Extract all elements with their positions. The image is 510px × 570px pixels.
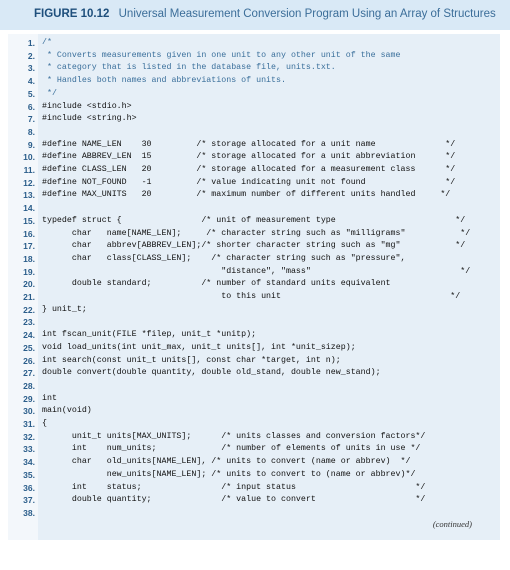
figure-title: Universal Measurement Conversion Program Using an Array of Structures xyxy=(118,8,496,20)
code-text: int fscan_unit(FILE *filep, unit_t *unitp); xyxy=(42,330,257,340)
line-number: 13. xyxy=(23,190,35,201)
line-number: 32. xyxy=(23,431,35,442)
line-number: 7. xyxy=(27,114,35,125)
code-text: #define NOT_FOUND -1 /* value indicating unit not found */ xyxy=(42,177,456,187)
line-number: 11. xyxy=(23,165,35,175)
line-number: 12. xyxy=(23,177,35,188)
code-text: double quantity; /* value to convert */ xyxy=(42,495,426,505)
code-text: char class[CLASS_LEN]; /* character string such as "pressure", xyxy=(42,253,406,263)
line-number: 4. xyxy=(27,76,35,87)
line-number: 29. xyxy=(23,393,35,404)
code-text: int status; /* input status */ xyxy=(42,482,426,492)
code-listing xyxy=(23,34,500,540)
line-number: 16. xyxy=(23,228,35,239)
code-text: #include <string.h> xyxy=(42,114,137,124)
line-number: 37. xyxy=(23,495,35,506)
code-text: new_units[NAME_LEN]; /* units to convert to (name or abbrev)*/ xyxy=(42,469,416,479)
line-number: 2. xyxy=(27,50,35,61)
line-number: 1. xyxy=(27,38,35,48)
line-number: 21. xyxy=(23,292,35,302)
code-text: char abbrev[ABBREV_LEN];/* shorter character string such as "mg" */ xyxy=(42,241,466,251)
code-text: #define NAME_LEN 30 /* storage allocated for a unit name */ xyxy=(42,139,456,149)
line-number: 38. xyxy=(23,507,35,518)
line-number: 35. xyxy=(23,469,35,480)
line-number: 34. xyxy=(23,457,35,468)
figure-label: FIGURE 10.12 xyxy=(34,8,110,20)
line-number: 31. xyxy=(23,419,35,429)
code-text: int xyxy=(42,393,57,403)
line-number: 5. xyxy=(27,88,35,99)
code-text: "distance", "mass" */ xyxy=(42,266,471,276)
code-text: #define MAX_UNITS 20 /* maximum number of different units handled */ xyxy=(42,190,451,200)
line-number: 6. xyxy=(27,101,35,112)
code-text: * Handles both names and abbreviations of units. xyxy=(42,76,286,86)
line-number: 3. xyxy=(27,63,35,74)
code-text: #define ABBREV_LEN 15 /* storage allocated for a unit abbreviation */ xyxy=(42,152,456,162)
line-number: 27. xyxy=(23,368,35,379)
code-text: int search(const unit_t units[], const char *target, int n); xyxy=(42,355,341,365)
code-text: to this unit */ xyxy=(42,292,461,301)
line-number: 33. xyxy=(23,444,35,455)
code-text: } unit_t; xyxy=(42,304,87,314)
line-number: 36. xyxy=(23,482,35,493)
code-text: { xyxy=(42,419,47,428)
line-number: 22. xyxy=(23,304,35,315)
line-number: 26. xyxy=(23,355,35,366)
code-text: int num_units; /* number of elements of units in use */ xyxy=(42,444,421,454)
continued-note: (continued) xyxy=(432,519,472,529)
line-number: 10. xyxy=(23,152,35,163)
line-number: 17. xyxy=(23,241,35,252)
code-text: typedef struct { /* unit of measurement type */ xyxy=(42,215,466,225)
line-number: 24. xyxy=(23,330,35,341)
line-number: 30. xyxy=(23,406,35,417)
line-number: 18. xyxy=(23,253,35,264)
line-number: 19. xyxy=(23,266,35,277)
line-number: 14. xyxy=(23,203,35,214)
line-number: 15. xyxy=(23,215,35,226)
line-number: 9. xyxy=(27,139,35,150)
line-number: 8. xyxy=(27,126,35,137)
code-text: #define CLASS_LEN 20 /* storage allocated for a measurement class */ xyxy=(42,165,456,174)
code-text: void load_units(int unit_max, unit_t units[], int *unit_sizep); xyxy=(42,342,356,352)
code-text: * Converts measurements given in one unit to any other unit of the same xyxy=(42,50,401,60)
code-text: char old_units[NAME_LEN], /* units to convert (name or abbrev) */ xyxy=(42,457,411,467)
code-text: main(void) xyxy=(42,406,92,416)
code-text: double standard; /* number of standard units equivalent xyxy=(42,279,391,289)
line-number: 20. xyxy=(23,279,35,290)
figure-header xyxy=(0,0,510,30)
line-number: 28. xyxy=(23,380,35,391)
line-number: 25. xyxy=(23,342,35,353)
code-text: double convert(double quantity, double old_stand, double new_stand); xyxy=(42,368,381,378)
line-number: 23. xyxy=(23,317,35,328)
code-text: */ xyxy=(42,88,57,98)
code-text: * category that is listed in the database file, units.txt. xyxy=(42,63,336,73)
figure-caption xyxy=(34,8,496,20)
code-text: /* xyxy=(42,38,52,47)
code-text: char name[NAME_LEN]; /* character string such as "milligrams" */ xyxy=(42,228,471,238)
code-text: unit_t units[MAX_UNITS]; /* units classes and conversion factors*/ xyxy=(42,431,426,441)
code-text: #include <stdio.h> xyxy=(42,101,132,111)
